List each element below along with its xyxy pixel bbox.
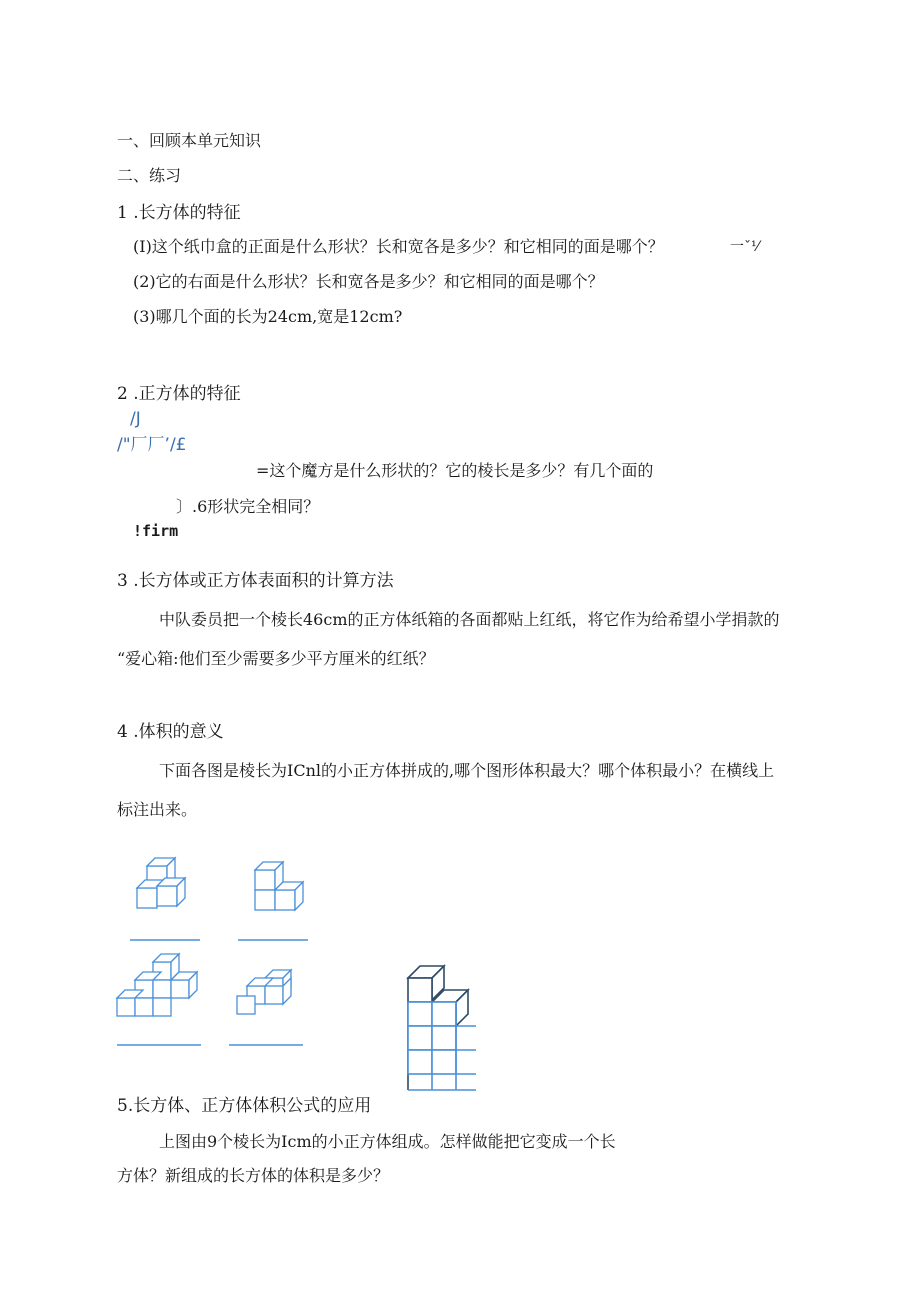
q5-line-2: 方体？新组成的长方体的体积是多少？ [117, 1166, 390, 1185]
q1-item-1-mark: 一ˇ⅟ [730, 239, 759, 255]
q5-heading: 5.长方体、正方体体积公式的应用 [117, 1096, 372, 1116]
cube-figure-e [400, 958, 480, 1093]
q2-line-1: =这个魔方是什么形状的？它的棱长是多少？有几个面的 [256, 461, 654, 480]
q3-line-1: 中队委员把一个棱长46cm的正方体纸箱的各面都贴上红纸，将它作为给希望小学捐款的 [159, 610, 780, 629]
cube-figure-a [125, 852, 205, 944]
section-review-heading: 一、回顾本单元知识 [117, 131, 262, 150]
q2-line-2: 〕.6形状完全相同？ [176, 497, 320, 516]
q1-heading: 1 .长方体的特征 [117, 203, 241, 223]
q4-line-1: 下面各图是棱长为ICnl的小正方体拼成的,哪个图形体积最大？哪个体积最小？在横线上 [159, 761, 775, 780]
q3-heading: 3 .长方体或正方体表面积的计算方法 [117, 571, 394, 591]
cube-figure-b [233, 852, 313, 944]
q2-scribble-1: /J [130, 409, 141, 429]
q4-line-2: 标注出来。 [117, 800, 198, 819]
q1-item-2: (2)它的右面是什么形状？长和宽各是多少？和它相同的面是哪个？ [133, 272, 604, 291]
q1-item-3: (3)哪几个面的长为24cm,宽是12cm? [133, 307, 403, 326]
q2-scribble-2: /"厂厂’/£ [117, 435, 187, 455]
cube-figure-d [227, 948, 312, 1050]
q1-item-1: (I)这个纸巾盒的正面是什么形状？长和宽各是多少？和它相同的面是哪个？ [133, 237, 664, 256]
q3-line-2: “爱心箱:他们至少需要多少平方厘米的红纸？ [117, 649, 435, 668]
q2-note: !firm [133, 522, 179, 540]
section-practice-heading: 二、练习 [117, 166, 182, 185]
q2-heading: 2 .正方体的特征 [117, 384, 241, 404]
cube-figure-c [113, 948, 208, 1050]
q5-line-1: 上图由9个棱长为Icm的小正方体组成。怎样做能把它变成一个长 [159, 1132, 616, 1151]
q4-heading: 4 .体积的意义 [117, 722, 224, 742]
